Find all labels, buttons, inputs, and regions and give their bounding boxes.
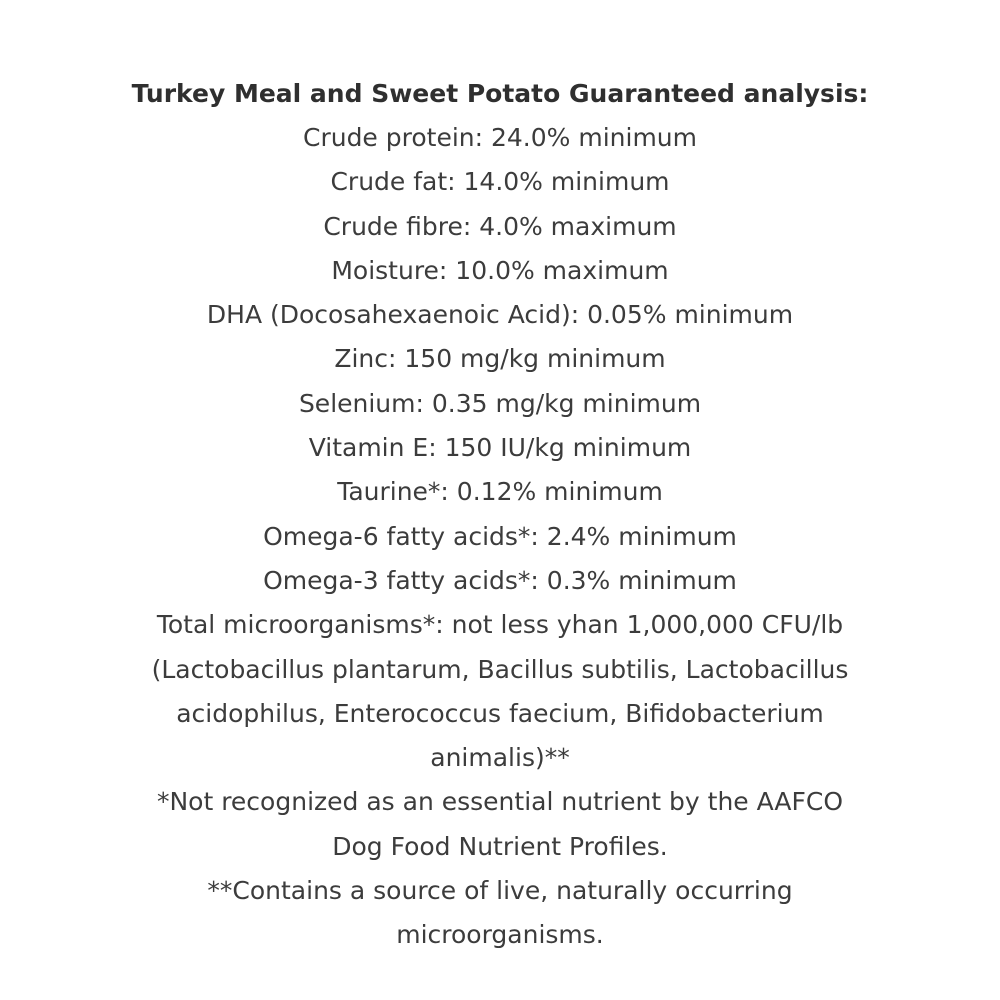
analysis-line-crude-fibre: Crude fibre: 4.0% maximum [323, 211, 677, 241]
footnote-line-3: **Contains a source of live, naturally occurring [207, 876, 793, 906]
footnote-line-4: microorganisms. [396, 920, 604, 950]
guaranteed-analysis [0, 72, 1000, 958]
analysis-line-microorganisms: Total microorganisms*: not less yhan 1,000,000 CFU/lb [156, 610, 844, 640]
analysis-line-microorganisms-list-1: (Lactobacillus plantarum, Bacillus subtilis, Lactobacillus [151, 654, 849, 684]
analysis-line-microorganisms-list-3: animalis)** [430, 743, 570, 773]
analysis-line-selenium: Selenium: 0.35 mg/kg minimum [298, 388, 702, 418]
analysis-line-crude-protein: Crude protein: 24.0% minimum [302, 123, 698, 152]
analysis-line-crude-fat: Crude fat: 14.0% minimum [330, 167, 670, 197]
analysis-line-microorganisms-list-2: acidophilus, Enterococcus faecium, Bifidobacterium [176, 698, 824, 728]
footnote-line-1: *Not recognized as an essential nutrient by the AAFCO [156, 787, 844, 817]
footnote-line-2: Dog Food Nutrient Profiles. [332, 831, 668, 861]
analysis-line-dha: DHA (Docosahexaenoic Acid): 0.05% minimum [206, 300, 794, 330]
analysis-line-omega-3: Omega-3 fatty acids*: 0.3% minimum [263, 565, 737, 595]
analysis-line-moisture: Moisture: 10.0% maximum [331, 255, 669, 285]
analysis-title: Turkey Meal and Sweet Potato Guaranteed analysis: [131, 79, 869, 108]
analysis-line-zinc: Zinc: 150 mg/kg minimum [334, 344, 666, 374]
analysis-line-vitamin-e: Vitamin E: 150 IU/kg minimum [308, 433, 692, 463]
analysis-line-taurine: Taurine*: 0.12% minimum [337, 477, 663, 507]
analysis-line-omega-6: Omega-6 fatty acids*: 2.4% minimum [263, 521, 737, 551]
